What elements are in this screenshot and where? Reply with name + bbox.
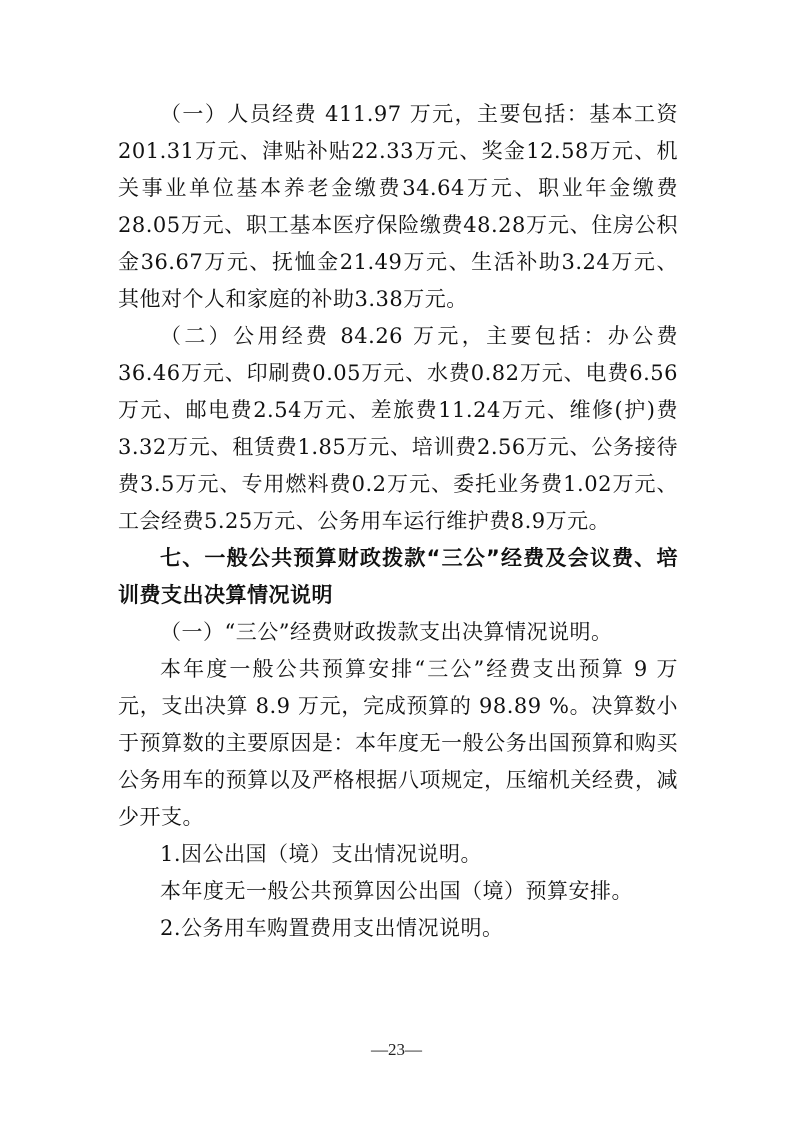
paragraph-overseas: 本年度无一般公共预算因公出国（境）预算安排。 — [160, 879, 633, 903]
page-body — [118, 96, 678, 947]
subheading-three-public: （一）“三公”经费财政拨款支出决算情况说明。 — [160, 620, 613, 644]
paragraph-public-expenses: （二）公用经费 84.26 万元，主要包括：办公费36.46万元、印刷费0.05万元、水费0.82万元、电费6.56万元、邮电费2.54万元、差旅费11.24万元、维修(护)费3.32万元、租赁费1.85万元、培训费2.56万元、公务接待费3.5万元、专用燃料费0.2万元、委托业务费1.02万元、工会经费5.25万元、公务用车运行维护费8.9万元。 — [118, 324, 678, 533]
paragraph-three-public-budget: 本年度一般公共预算安排“三公”经费支出预算 9 万元，支出决算 8.9 万元，完成预算的 98.89 %。决算数小于预算数的主要原因是：本年度无一般公务出国预算和购买公务用车的预算以及严格根据八项规定，压缩机关经费，减少开支。 — [118, 657, 678, 829]
paragraph-personnel-expenses: （一）人员经费 411.97 万元，主要包括：基本工资201.31万元、津贴补贴22.33万元、奖金12.58万元、机关事业单位基本养老金缴费34.64万元、职业年金缴费28.05万元、职工基本医疗保险缴费48.28万元、住房公积金36.67万元、抚恤金21.49万元、生活补助3.24万元、其他对个人和家庭的补助3.38万元。 — [118, 102, 678, 311]
page-number: —23— — [371, 1040, 422, 1059]
section-heading-seven: 七、一般公共预算财政拨款“三公”经费及会议费、培训费支出决算情况说明 — [118, 546, 678, 607]
subheading-vehicle-purchase: 2.公务用车购置费用支出情况说明。 — [160, 916, 504, 940]
subheading-overseas: 1.因公出国（境）支出情况说明。 — [160, 842, 483, 866]
